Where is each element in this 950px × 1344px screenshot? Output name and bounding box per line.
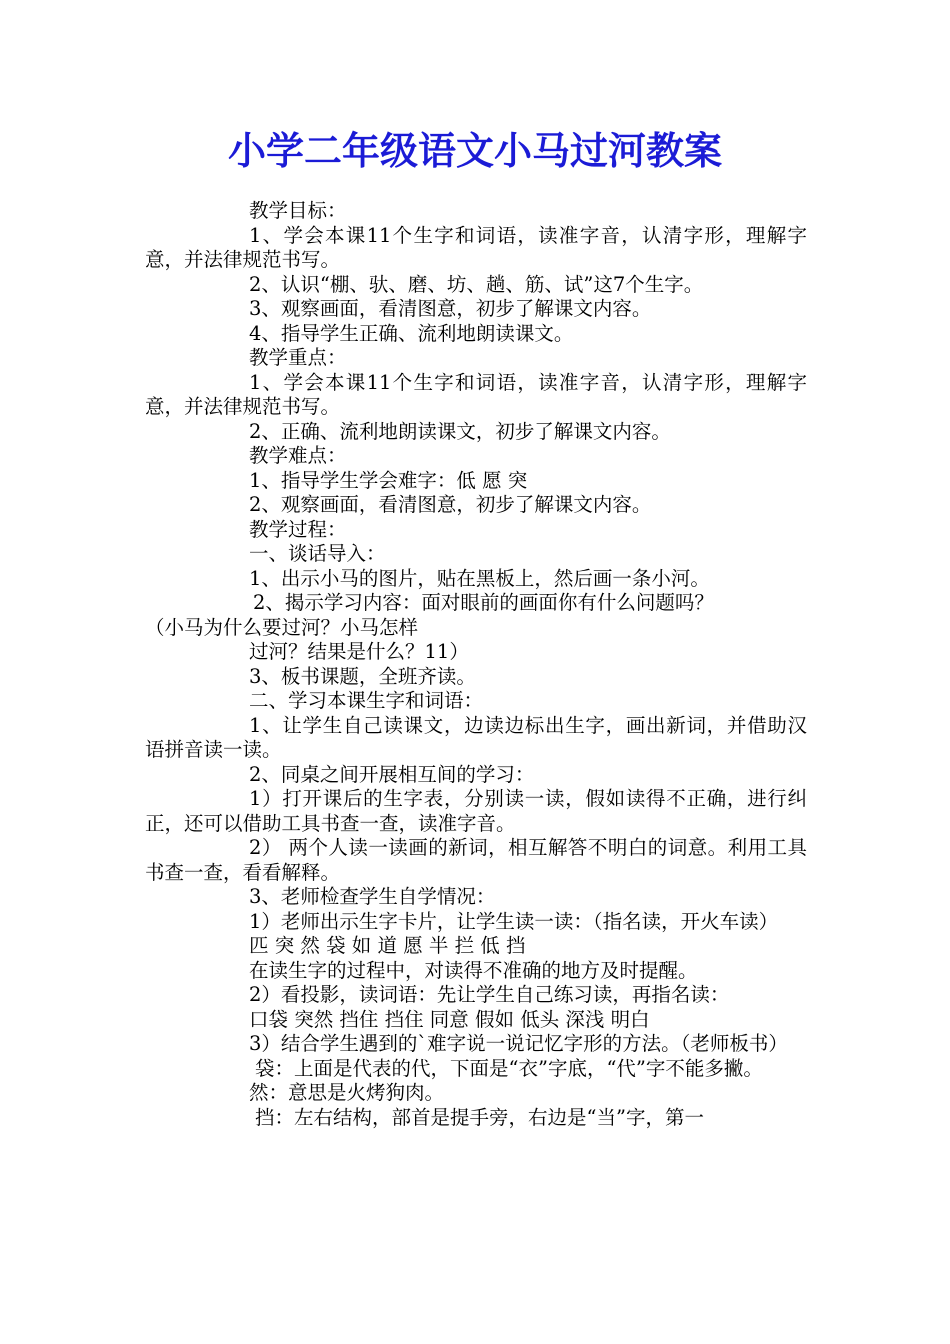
paragraph: 2、同桌之间开展相互间的学习： — [249, 762, 535, 786]
paragraph: 在读生字的过程中，对读得不准确的地方及时提醒。 — [249, 958, 698, 982]
paragraph: 1）打开课后的生字表，分别读一读，假如读得不正确，进行纠正，还可以借助工具书查一查，读准字音。 — [145, 787, 807, 835]
paragraph: 3）结合学生遇到的`难字说一说记忆字形的方法。（老师板书） — [249, 1032, 788, 1055]
paragraph: 1）老师出示生字卡片，让学生读一读：（指名读，开火车读） — [249, 909, 779, 933]
paragraph: 教学重点： — [249, 346, 347, 369]
document-title: 小学二年级语文小马过河教案 — [227, 129, 722, 173]
paragraph: 1、学会本课11个生字和词语，读准字音，认清字形，理解字意，并法律规范书写。 — [145, 223, 807, 271]
paragraph: 3、观察画面，看清图意，初步了解课文内容。 — [249, 297, 652, 320]
paragraph: 教学难点： — [249, 444, 347, 467]
paragraph: （小马为什么要过河？小马怎样 — [145, 615, 419, 639]
paragraph: 一、谈话导入： — [249, 542, 386, 565]
paragraph: 过河？结果是什么？11） — [249, 640, 469, 663]
paragraph: 1、出示小马的图片，贴在黑板上，然后画一条小河。 — [249, 566, 710, 590]
paragraph: 1、让学生自己读课文，边读边标出生字，画出新词，并借助汉语拼音读一读。 — [145, 713, 807, 761]
paragraph: 教学目标： — [249, 199, 347, 222]
paragraph: 口袋 突然 挡住 挡住 同意 假如 低头 深浅 明白 — [249, 1007, 650, 1031]
paragraph: 2） 两个人读一读画的新词，相互解答不明白的词意。利用工具书查一查，看看解释。 — [145, 836, 807, 884]
paragraph: 教学过程： — [249, 517, 347, 541]
paragraph: 匹 突 然 袋 如 道 愿 半 拦 低 挡 — [249, 934, 526, 957]
paragraph: 袋：上面是代表的代，下面是“衣”字底，“代”字不能多撇。 — [255, 1056, 763, 1080]
paragraph: 二、学习本课生字和词语： — [249, 689, 484, 712]
paragraph: 3、板书课题，全班齐读。 — [249, 664, 476, 688]
paragraph: 挡：左右结构，部首是提手旁，右边是“当”字，第一 — [255, 1105, 704, 1129]
paragraph: 1、指导学生学会难字：低 愿 突 — [249, 468, 528, 492]
paragraph: 2）看投影，读词语：先让学生自己练习读，再指名读： — [249, 983, 730, 1006]
document-body — [145, 199, 807, 1130]
paragraph: 2、观察画面，看清图意，初步了解课文内容。 — [249, 493, 652, 516]
paragraph: 2、正确、流利地朗读课文，初步了解课文内容。 — [249, 419, 671, 443]
paragraph: 2、认识“棚、驮、磨、坊、趟、筋、试”这7个生字。 — [249, 272, 704, 296]
paragraph: 1、学会本课11个生字和词语，读准字音，认清字形，理解字意，并法律规范书写。 — [145, 370, 807, 418]
paragraph: 4、指导学生正确、流利地朗读课文。 — [249, 321, 574, 345]
paragraph: 3、老师检查学生自学情况： — [249, 885, 496, 908]
paragraph: 2、揭示学习内容：面对眼前的画面你有什么问题吗？ — [253, 591, 714, 614]
paragraph: 然：意思是火烤狗肉。 — [249, 1081, 445, 1104]
